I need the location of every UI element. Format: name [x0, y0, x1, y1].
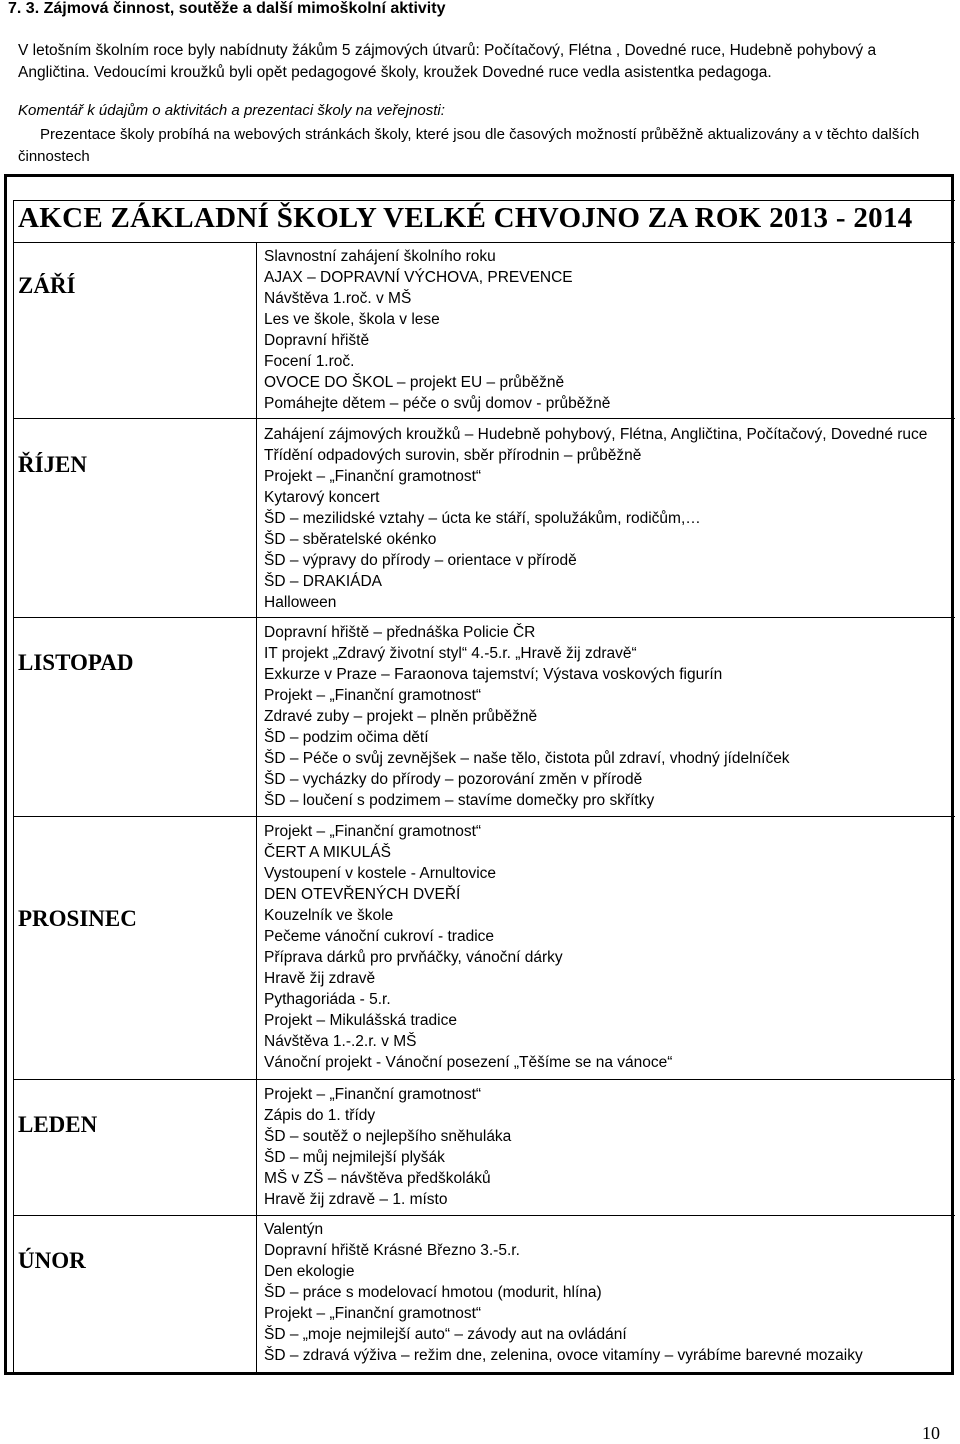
event-item: Vánoční projekt - Vánoční posezení „Těšíme se na vánoce“ — [264, 1054, 673, 1071]
table-divider — [13, 1079, 955, 1080]
month-events-prosinec — [264, 821, 949, 1073]
event-item: Zdravé zuby – projekt – plněn průběžně — [264, 708, 538, 725]
event-item: Exkurze v Praze – Faraonova tajemství; Výstava voskových figurín — [264, 666, 723, 683]
table-column-divider — [256, 242, 257, 1375]
month-label-leden: LEDEN — [18, 1112, 98, 1137]
month-events-rijen — [264, 424, 949, 613]
month-label-prosinec: PROSINEC — [18, 906, 137, 931]
month-events-listopad — [264, 622, 949, 811]
event-item: Les ve škole, škola v lese — [264, 311, 440, 328]
month-events-zari — [264, 246, 949, 414]
event-item: Vystoupení v kostele - Arnultovice — [264, 865, 497, 882]
event-item: Slavnostní zahájení školního roku — [264, 248, 496, 265]
comment-title: Komentář k údajům o aktivitách a prezentaci školy na veřejnosti: — [18, 102, 445, 119]
event-item: MŠ v ZŠ – návštěva předškoláků — [264, 1170, 491, 1187]
event-item: Návštěva 1.-.2.r. v MŠ — [264, 1033, 417, 1050]
event-item: ŠD – vycházky do přírody – pozorování změn v přírodě — [264, 771, 643, 788]
event-item: ŠD – podzim očima dětí — [264, 729, 429, 746]
event-item: Pythagoriáda - 5.r. — [264, 991, 391, 1008]
event-item: Dopravní hřiště Krásné Březno 3.-5.r. — [264, 1242, 520, 1259]
event-item: Návštěva 1.roč. v MŠ — [264, 290, 412, 307]
event-item: Projekt – „Finanční gramotnost“ — [264, 468, 482, 485]
event-item: Hravě žij zdravě — [264, 970, 376, 987]
month-events-unor — [264, 1219, 949, 1366]
event-item: Pečeme vánoční cukroví - tradice — [264, 928, 495, 945]
event-item: Focení 1.roč. — [264, 353, 355, 370]
event-item: Zahájení zájmových kroužků – Hudebně pohybový, Flétna, Angličtina, Počítačový, Dovedné ruce — [264, 426, 928, 443]
event-item: ŠD – „moje nejmilejší auto“ – závody aut na ovládání — [264, 1326, 627, 1343]
event-item: Projekt – Mikulášská tradice — [264, 1012, 457, 1029]
event-item: ŠD – práce s modelovací hmotou (modurit, hlína) — [264, 1284, 602, 1301]
comment-paragraph: Prezentace školy probíhá na webových stránkách školy, které jsou dle časových možností průběžně aktualizovány a v těchto dalších činnostech — [18, 126, 920, 165]
table-divider — [13, 242, 955, 243]
table-divider — [13, 1215, 955, 1216]
event-item: Projekt – „Finanční gramotnost“ — [264, 1305, 482, 1322]
events-table-title: AKCE ZÁKLADNÍ ŠKOLY VELKÉ CHVOJNO ZA ROK 2013 - 2014 — [18, 202, 913, 234]
event-item: Zápis do 1. třídy — [264, 1107, 376, 1124]
event-item: Třídění odpadových surovin, sběr přírodnin – průběžně — [264, 447, 642, 464]
table-divider — [13, 617, 955, 618]
event-item: Dopravní hřiště — [264, 332, 370, 349]
event-item: Dopravní hřiště – přednáška Policie ČR — [264, 624, 536, 641]
event-item: Halloween — [264, 594, 337, 611]
event-item: Příprava dárků pro prvňáčky, vánoční dárky — [264, 949, 563, 966]
event-item: Pomáhejte dětem – péče o svůj domov - průběžně — [264, 395, 611, 412]
event-item: ŠD – soutěž o nejlepšího sněhuláka — [264, 1128, 512, 1145]
event-item: ŠD – sběratelské okénko — [264, 531, 437, 548]
month-label-unor: ÚNOR — [18, 1248, 86, 1273]
month-label-listopad: LISTOPAD — [18, 650, 134, 675]
event-item: Projekt – „Finanční gramotnost“ — [264, 1086, 482, 1103]
event-item: IT projekt „Zdravý životní styl“ 4.-5.r. „Hravě žij zdravě“ — [264, 645, 637, 662]
section-heading: 7. 3. Zájmová činnost, soutěže a další mimoškolní aktivity — [8, 0, 446, 17]
event-item: Projekt – „Finanční gramotnost“ — [264, 823, 482, 840]
month-events-leden — [264, 1084, 949, 1210]
event-item: ŠD – můj nejmilejší plyšák — [264, 1149, 445, 1166]
event-item: AJAX – DOPRAVNÍ VÝCHOVA, PREVENCE — [264, 269, 573, 286]
event-item: Den ekologie — [264, 1263, 355, 1280]
page-number: 10 — [922, 1423, 940, 1443]
table-divider — [13, 816, 955, 817]
event-item: Hravě žij zdravě – 1. místo — [264, 1191, 448, 1208]
intro-paragraph: V letošním školním roce byly nabídnuty žákům 5 zájmových útvarů: Počítačový, Flétna , Dovedné ruce, Hudebně pohybový a Angličtina. Vedoucími kroužků byli opět pedagogové školy, kroužek Dovedné ruce vedla asistentka pedagoga. — [18, 42, 877, 81]
month-label-rijen: ŘÍJEN — [18, 452, 88, 477]
event-item: ŠD – výpravy do přírody – orientace v přírodě — [264, 552, 577, 569]
event-item: ŠD – mezilidské vztahy – úcta ke stáří, spolužákům, rodičům,… — [264, 510, 701, 527]
event-item: ŠD – DRAKIÁDA — [264, 573, 383, 590]
event-item: Valentýn — [264, 1221, 324, 1238]
event-item: DEN OTEVŘENÝCH DVEŘÍ — [264, 886, 461, 903]
event-item: ŠD – loučení s podzimem – stavíme domečky pro skřítky — [264, 792, 655, 809]
event-item: Kytarový koncert — [264, 489, 380, 506]
month-label-zari: ZÁŘÍ — [18, 273, 76, 298]
event-item: Kouzelník ve škole — [264, 907, 394, 924]
table-divider — [13, 418, 955, 419]
event-item: Projekt – „Finanční gramotnost“ — [264, 687, 482, 704]
event-item: ČERT A MIKULÁŠ — [264, 844, 391, 861]
event-item: ŠD – zdravá výživa – režim dne, zelenina, ovoce vitamíny – vyrábíme barevné mozaiky — [264, 1347, 863, 1364]
event-item: ŠD – Péče o svůj zevnějšek – naše tělo, čistota půl zdraví, vhodný jídelníček — [264, 750, 790, 767]
event-item: OVOCE DO ŠKOL – projekt EU – průběžně — [264, 374, 565, 391]
